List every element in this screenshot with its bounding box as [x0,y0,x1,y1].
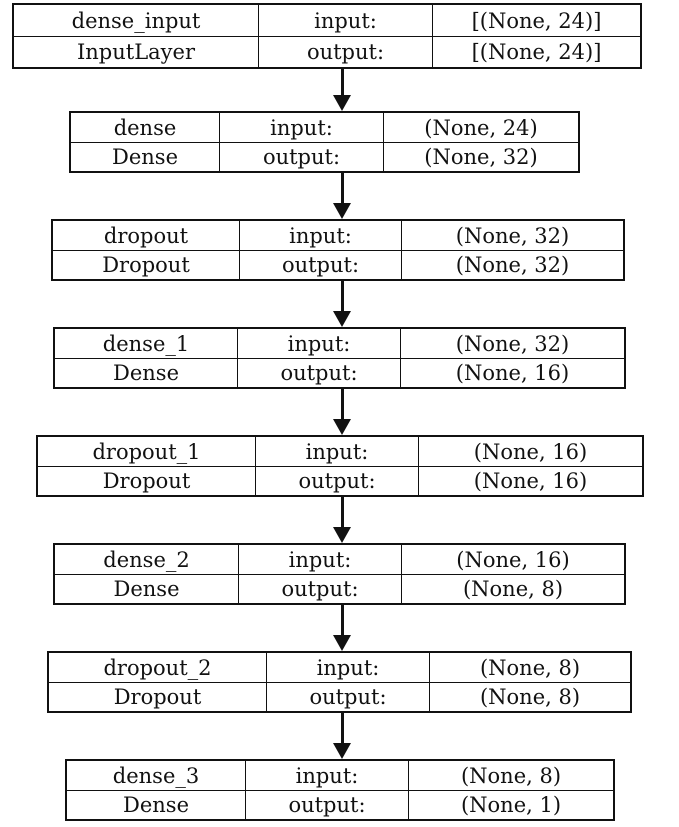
input-shape: (None, 24) [383,113,578,142]
output-shape: (None, 1) [408,790,613,819]
layer-box-dense-3 [65,759,615,821]
layer-output-row [53,250,623,279]
arrow-shaft [341,173,344,205]
layer-type: Dropout [102,252,190,277]
input-label: input: [258,5,432,36]
input-shape: (None, 8) [429,653,630,682]
layer-type: Dense [113,576,180,601]
output-shape: (None, 16) [400,358,624,387]
layer-box-dense-input [12,3,642,69]
flow-arrow-icon [332,173,352,219]
layer-type: Dropout [113,684,202,709]
layer-input-row [55,329,624,359]
arrow-shaft [341,281,344,313]
flow-arrow-icon [332,605,352,651]
layer-input-row [71,113,578,143]
output-shape: (None, 32) [401,250,623,279]
arrow-head-icon [333,203,351,219]
layer-name: dropout [103,223,189,248]
layer-input-row [49,653,630,683]
layer-output-row [55,574,624,603]
layer-output-row [67,790,613,819]
flow-arrow-icon [332,497,352,543]
output-label: output: [238,574,401,603]
arrow-shaft [341,389,344,421]
output-shape: (None, 16) [418,466,642,495]
layer-type: InputLayer [76,39,196,64]
layer-box-dense [69,111,580,173]
output-label: output: [219,142,383,171]
input-label: input: [219,113,383,142]
layer-input-row [67,761,613,791]
layer-name: dense_input [71,8,201,33]
arrow-shaft [341,69,344,97]
input-label: input: [255,437,418,466]
output-shape: (None, 32) [383,142,578,171]
input-label: input: [245,761,408,790]
layer-box-dropout-2 [47,651,632,713]
layer-name: dropout_2 [103,655,212,680]
input-shape: (None, 16) [401,545,624,574]
layer-output-row [38,466,642,495]
arrow-head-icon [333,743,351,759]
flow-arrow-icon [332,69,352,111]
layer-output-row [49,682,630,711]
layer-output-row [14,36,640,67]
layer-input-row [55,545,624,575]
input-shape: (None, 32) [400,329,624,358]
flow-arrow-icon [332,389,352,435]
layer-type: Dense [112,144,178,169]
layer-box-dropout-1 [36,435,644,497]
input-shape: (None, 8) [408,761,613,790]
arrow-shaft [341,605,344,637]
output-label: output: [237,358,400,387]
output-label: output: [245,790,408,819]
layer-box-dense-2 [53,543,626,605]
output-shape: (None, 8) [429,682,630,711]
layer-box-dropout [51,219,625,281]
layer-input-row [14,5,640,37]
input-label: input: [238,545,401,574]
input-label: input: [266,653,429,682]
layer-name: dropout_1 [92,439,201,464]
arrow-head-icon [333,527,351,543]
arrow-head-icon [333,95,351,111]
input-shape: (None, 32) [401,221,623,250]
output-label: output: [255,466,418,495]
input-shape: (None, 16) [418,437,642,466]
flow-arrow-icon [332,281,352,327]
flow-arrow-icon [332,713,352,759]
layer-name: dense [113,115,177,140]
input-shape: [(None, 24)] [432,5,640,36]
output-label: output: [266,682,429,711]
layer-output-row [71,142,578,171]
layer-box-dense-1 [53,327,626,389]
layer-input-row [53,221,623,251]
input-label: input: [239,221,401,250]
output-shape: [(None, 24)] [432,36,640,67]
arrow-head-icon [333,635,351,651]
arrow-shaft [341,713,344,745]
layer-name: dense_1 [102,331,190,356]
layer-type: Dropout [102,468,191,493]
output-shape: (None, 8) [401,574,624,603]
arrow-head-icon [333,311,351,327]
arrow-head-icon [333,419,351,435]
layer-type: Dense [113,360,179,385]
layer-output-row [55,358,624,387]
output-label: output: [239,250,401,279]
input-label: input: [237,329,400,358]
layer-name: dense_3 [112,763,200,788]
layer-name: dense_2 [103,547,190,572]
arrow-shaft [341,497,344,529]
output-label: output: [258,36,432,67]
layer-type: Dense [123,792,189,817]
layer-input-row [38,437,642,467]
